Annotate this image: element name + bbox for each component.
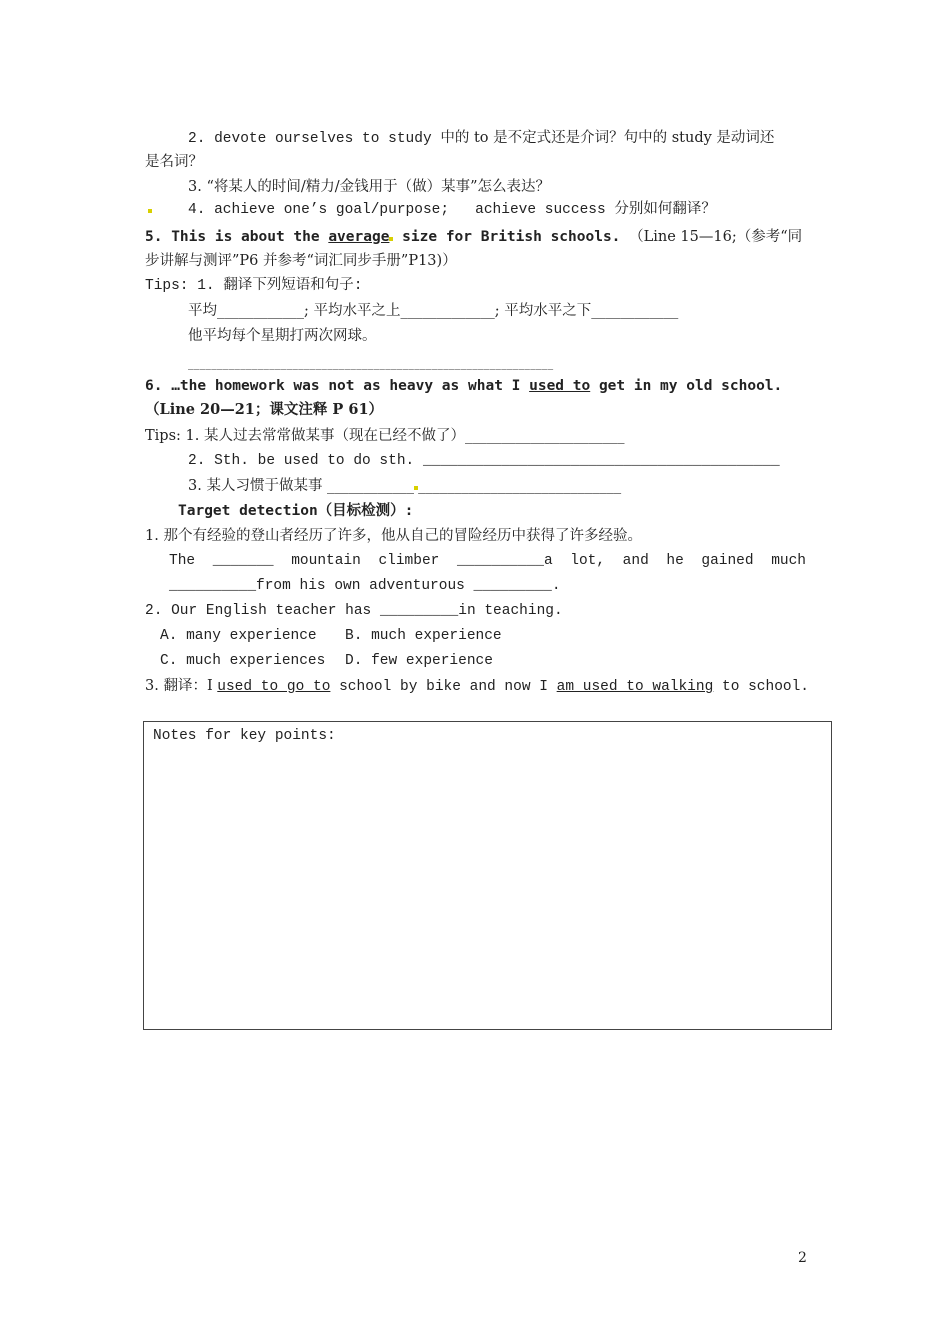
item-6-text-b: get in my old school. bbox=[590, 378, 783, 394]
word: much bbox=[771, 553, 806, 569]
q3-text-a: 3. 翻译：I bbox=[145, 678, 218, 694]
word: climber bbox=[378, 553, 440, 569]
target-detection-title: Target detection（目标检测）: bbox=[178, 503, 414, 519]
item-6-tip-3 bbox=[188, 476, 621, 496]
word: The bbox=[169, 553, 196, 569]
q3-text-c: to school. bbox=[713, 679, 810, 695]
q3-underlined-2: am used to walking bbox=[556, 679, 714, 695]
item-6-tip-3-blank: ____________________________ bbox=[418, 478, 622, 494]
item-6-tip-2: 2. Sth. be used to do sth. _________________________________________ bbox=[188, 453, 780, 469]
item-5-heading bbox=[145, 227, 802, 247]
item-5-underlined: average bbox=[328, 229, 390, 245]
question-3: 3. “将某人的时间/精力/金钱用于（做）某事”怎么表达？ bbox=[188, 179, 551, 195]
q3-underlined-1: used to go to bbox=[217, 679, 331, 695]
item-6-line-2: （Line 20—21；课文注释 P 61） bbox=[145, 401, 384, 418]
option-d: D. few experience bbox=[345, 653, 493, 669]
notes-label: Notes for key points: bbox=[153, 728, 336, 744]
item-6-underlined: used to bbox=[529, 378, 591, 394]
word: he bbox=[666, 553, 684, 569]
option-b: B. much experience bbox=[345, 628, 502, 644]
target-question-1-line-2 bbox=[169, 551, 806, 571]
item-5-text-b: size for British schools. bbox=[393, 229, 630, 245]
item-6-tip-3-text: 3. 某人习惯于做某事 ____________ bbox=[188, 478, 415, 494]
page-number: 2 bbox=[798, 1250, 807, 1266]
q3-text-b: school by bike and now I bbox=[330, 679, 557, 695]
word: lot, bbox=[570, 553, 606, 569]
item-5-sentence: 他平均每个星期打两次网球。 bbox=[188, 328, 377, 344]
item-5-answer-blank: _______________________________________________________________ bbox=[188, 357, 554, 370]
question-2-line-2: 是名词？ bbox=[145, 154, 203, 170]
item-5-line-2: 步讲解与测评”P6 并参考“词汇同步手册”P13)） bbox=[145, 253, 457, 269]
notes-box[interactable] bbox=[143, 721, 832, 1030]
target-question-2: 2. Our English teacher has _________in teaching. bbox=[145, 603, 563, 619]
question-2-text-b: 中的 to 是不定式还是介词？句中的 study 是动词还 bbox=[440, 130, 775, 146]
blank: _______ bbox=[212, 553, 274, 569]
question-2-text-a: 2. devote ourselves to study bbox=[188, 131, 441, 147]
word: gained bbox=[701, 553, 754, 569]
item-6-heading bbox=[145, 376, 782, 396]
target-question-3 bbox=[145, 676, 809, 697]
item-5-text-c: （Line 15—16;（参考“同 bbox=[629, 229, 803, 245]
option-a: A. many experience bbox=[160, 628, 317, 644]
target-question-1: 1. 那个有经验的登山者经历了许多，他从自己的冒险经历中获得了许多经验。 bbox=[145, 528, 642, 544]
marker-dot bbox=[148, 209, 152, 213]
item-6-tip-1: Tips: 1. 某人过去常常做某事（现在已经不做了）______________________ bbox=[145, 428, 625, 444]
question-4: 4. achieve one’s goal/purpose; achieve success 分别如何翻译？ bbox=[188, 202, 716, 218]
item-5-tips: Tips: 1. 翻译下列短语和句子: bbox=[145, 278, 363, 294]
word: mountain bbox=[291, 553, 361, 569]
question-2-line-1 bbox=[188, 128, 774, 149]
item-5-text-a: 5. This is about the bbox=[145, 229, 329, 245]
word: and bbox=[622, 553, 649, 569]
question-4-line bbox=[148, 199, 716, 220]
item-6-text-a: 6. …the homework was not as heavy as what I bbox=[145, 378, 530, 394]
option-c: C. much experiences bbox=[160, 653, 326, 669]
item-5-phrases: 平均____________; 平均水平之上_____________; 平均水平之下____________ bbox=[188, 303, 679, 319]
blank: __________a bbox=[456, 553, 553, 569]
target-question-1-line-3: __________from his own adventurous _________. bbox=[169, 578, 561, 594]
